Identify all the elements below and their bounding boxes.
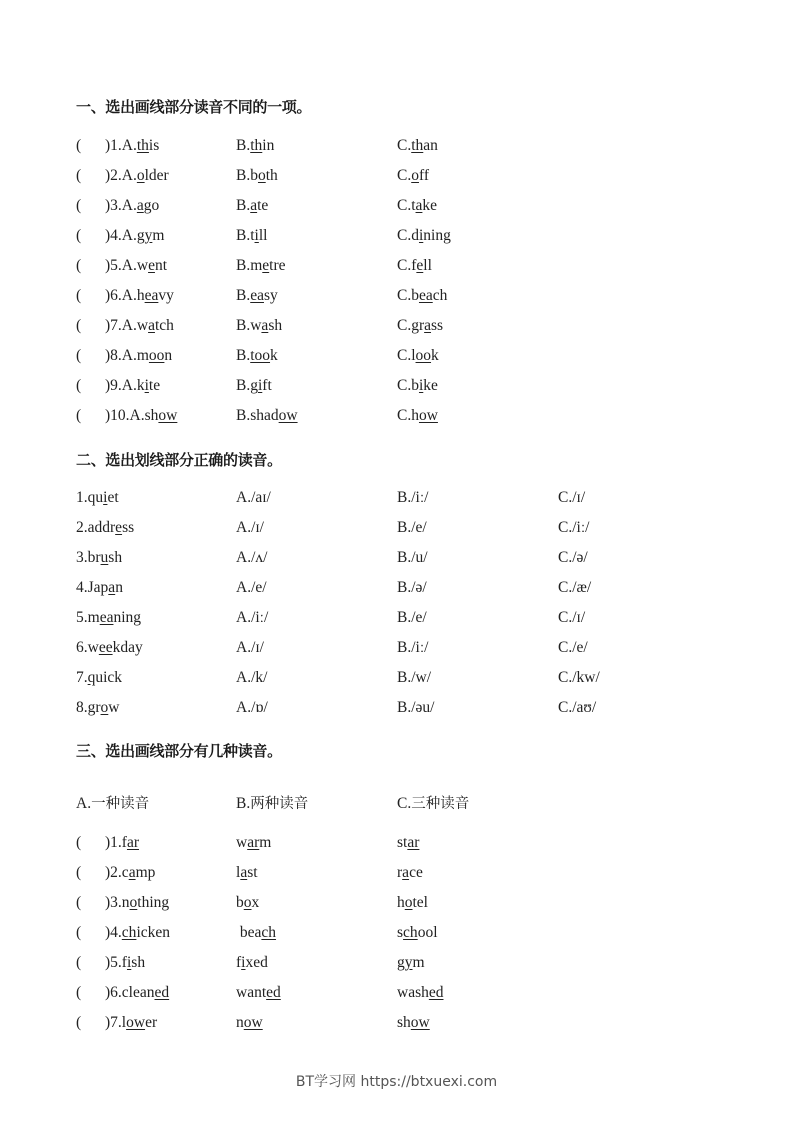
question-word bbox=[76, 669, 122, 687]
word-part: ft bbox=[262, 377, 272, 394]
word-part: m bbox=[152, 227, 165, 244]
word-part: c bbox=[121, 864, 129, 881]
option-b: B./əu/ bbox=[397, 699, 435, 716]
question-number: )7. bbox=[105, 1014, 122, 1031]
word-part: f bbox=[236, 954, 242, 971]
underlined-part: i bbox=[126, 954, 132, 971]
word-part: sh bbox=[268, 317, 283, 334]
underlined-part: q bbox=[87, 669, 96, 686]
word-part: 8.gr bbox=[76, 699, 101, 716]
question-number: )6.A. bbox=[105, 287, 137, 304]
option-b: B./e/ bbox=[397, 609, 427, 626]
word-part: 7. bbox=[76, 669, 88, 686]
underlined-part: a bbox=[148, 317, 155, 334]
underlined-part: ow bbox=[410, 1014, 430, 1031]
underlined-part: o bbox=[129, 894, 138, 911]
word-part: n bbox=[115, 579, 123, 596]
option-c: C./ɪ/ bbox=[558, 489, 586, 506]
option-c: C.三种读音 bbox=[397, 795, 470, 812]
word-1 bbox=[105, 984, 169, 1002]
underlined-part: a bbox=[261, 317, 269, 334]
underlined-part: too bbox=[250, 347, 271, 364]
option-a: A./iː/ bbox=[236, 609, 269, 626]
underlined-part: e bbox=[416, 257, 424, 274]
underlined-part: a bbox=[128, 864, 136, 881]
word-part: is bbox=[148, 137, 160, 154]
underlined-part: ch bbox=[403, 924, 418, 941]
word-part: B.shad bbox=[236, 407, 279, 424]
word-part: C.t bbox=[397, 197, 416, 214]
word-part: C.l bbox=[397, 347, 416, 364]
underlined-part: o bbox=[100, 699, 109, 716]
word-part: m bbox=[136, 347, 149, 364]
option-a: A./ɪ/ bbox=[236, 639, 264, 656]
option-a bbox=[105, 167, 169, 185]
question-number: )3. bbox=[105, 894, 122, 911]
answer-paren: ( bbox=[76, 377, 82, 394]
underlined-part: e bbox=[115, 519, 123, 536]
underlined-part: a bbox=[240, 864, 248, 881]
option-c bbox=[397, 257, 432, 275]
word-part: xed bbox=[245, 954, 268, 971]
word-part: l bbox=[236, 864, 241, 881]
option-a: A./aɪ/ bbox=[236, 489, 271, 506]
word-part: kday bbox=[112, 639, 143, 656]
answer-paren: ( bbox=[76, 197, 82, 214]
word-part: w bbox=[236, 834, 248, 851]
word-part: thing bbox=[137, 894, 170, 911]
option-c: C./æ/ bbox=[558, 579, 592, 596]
word-1 bbox=[105, 834, 139, 852]
underlined-part: gy bbox=[397, 954, 413, 971]
word-part: icken bbox=[136, 924, 171, 941]
underlined-part: oo bbox=[148, 347, 165, 364]
answer-paren: ( bbox=[76, 894, 82, 911]
option-a bbox=[105, 377, 160, 395]
word-part: sh bbox=[397, 1014, 411, 1031]
word-part: C.gr bbox=[397, 317, 425, 334]
option-a bbox=[105, 317, 174, 335]
word-part: st bbox=[247, 864, 258, 881]
answer-paren: ( bbox=[76, 984, 82, 1001]
word-1 bbox=[105, 924, 170, 942]
word-part: th bbox=[265, 167, 278, 184]
underlined-part: i bbox=[418, 377, 424, 394]
word-part: w bbox=[136, 257, 149, 274]
underlined-part: i bbox=[257, 377, 263, 394]
answer-paren: ( bbox=[76, 924, 82, 941]
option-b: B.两种读音 bbox=[236, 795, 309, 812]
question-number: )5. bbox=[105, 954, 122, 971]
underlined-part: a bbox=[424, 317, 432, 334]
word-2 bbox=[236, 954, 268, 972]
word-1 bbox=[105, 1014, 157, 1032]
word-part: 6.w bbox=[76, 639, 99, 656]
option-b bbox=[236, 167, 278, 185]
option-a: A./ʌ/ bbox=[236, 549, 268, 566]
word-2 bbox=[236, 864, 258, 882]
answer-paren: ( bbox=[76, 227, 82, 244]
word-part: in bbox=[262, 137, 275, 154]
word-part: ff bbox=[418, 167, 430, 184]
word-2 bbox=[236, 1014, 263, 1032]
option-b bbox=[236, 227, 267, 245]
option-c: C./ə/ bbox=[558, 549, 588, 566]
word-part: k bbox=[136, 377, 145, 394]
answer-paren: ( bbox=[76, 407, 82, 424]
underlined-part: o bbox=[411, 167, 419, 184]
word-part: l bbox=[121, 1014, 127, 1031]
word-part: 5.m bbox=[76, 609, 100, 626]
underlined-part: ar bbox=[407, 834, 420, 851]
underlined-part: i bbox=[254, 227, 259, 244]
word-part: 1.qu bbox=[76, 489, 104, 506]
word-part: 2.addr bbox=[76, 519, 116, 536]
option-b bbox=[236, 257, 286, 275]
option-a bbox=[105, 407, 177, 425]
question-number: )2. bbox=[105, 864, 122, 881]
option-b bbox=[236, 137, 274, 155]
word-part: B.t bbox=[236, 227, 255, 244]
word-3 bbox=[397, 984, 444, 1002]
underlined-part: o bbox=[243, 894, 252, 911]
word-part: tel bbox=[412, 894, 428, 911]
word-1 bbox=[105, 864, 155, 882]
underlined-part: u bbox=[100, 549, 109, 566]
question-number: )3.A. bbox=[105, 197, 137, 214]
word-3 bbox=[397, 834, 419, 852]
section3-title: 三、选出画线部分有几种读音。 bbox=[76, 742, 282, 760]
word-part: h bbox=[397, 894, 405, 911]
underlined-part: a bbox=[136, 197, 144, 214]
word-part: go bbox=[143, 197, 160, 214]
option-c bbox=[397, 317, 443, 335]
question-word bbox=[76, 639, 143, 657]
word-part: C.b bbox=[397, 287, 419, 304]
section2-title: 二、选出划线部分正确的读音。 bbox=[76, 451, 282, 469]
question-word bbox=[76, 519, 134, 537]
option-c bbox=[397, 227, 451, 245]
underlined-part: ow bbox=[243, 1014, 263, 1031]
option-a: A./e/ bbox=[236, 579, 267, 596]
question-word bbox=[76, 549, 122, 567]
option-b bbox=[236, 317, 282, 335]
question-number: )4.A. bbox=[105, 227, 137, 244]
word-part: ll bbox=[258, 227, 268, 244]
question-word bbox=[76, 609, 141, 627]
word-1 bbox=[105, 954, 145, 972]
answer-paren: ( bbox=[76, 167, 82, 184]
word-part: wash bbox=[397, 984, 429, 1001]
word-part: ch bbox=[432, 287, 448, 304]
underlined-part: i bbox=[103, 489, 108, 506]
option-a: A.一种读音 bbox=[76, 795, 150, 812]
option-b: B./iː/ bbox=[397, 489, 429, 506]
word-part: tch bbox=[154, 317, 174, 334]
word-part: w bbox=[108, 699, 120, 716]
underlined-part: ow bbox=[278, 407, 298, 424]
word-part: ke bbox=[423, 377, 438, 394]
word-part: n bbox=[236, 1014, 244, 1031]
word-part: h bbox=[136, 287, 145, 304]
word-part: f bbox=[121, 954, 127, 971]
underlined-part: a bbox=[250, 197, 258, 214]
underlined-part: o bbox=[257, 167, 266, 184]
word-3 bbox=[397, 924, 438, 942]
word-part: n bbox=[164, 347, 173, 364]
answer-paren: ( bbox=[76, 1014, 82, 1031]
option-c bbox=[397, 287, 447, 305]
word-part: uick bbox=[95, 669, 123, 686]
word-part: k bbox=[431, 347, 439, 364]
option-b bbox=[236, 287, 278, 305]
word-part: 4.Jap bbox=[76, 579, 109, 596]
answer-paren: ( bbox=[76, 257, 82, 274]
underlined-part: ee bbox=[98, 639, 113, 656]
option-c bbox=[397, 377, 438, 395]
underlined-part: ed bbox=[154, 984, 170, 1001]
underlined-part: th bbox=[250, 137, 263, 154]
underlined-part: i bbox=[144, 377, 149, 394]
underlined-part: ow bbox=[418, 407, 438, 424]
question-word bbox=[76, 489, 119, 507]
option-a: A./ɒ/ bbox=[236, 699, 268, 716]
option-c bbox=[397, 137, 438, 155]
underlined-part: ch bbox=[121, 924, 137, 941]
section1-title: 一、选出画线部分读音不同的一项。 bbox=[76, 98, 312, 116]
question-number: )1. bbox=[105, 834, 122, 851]
word-part: B.w bbox=[236, 317, 262, 334]
underlined-part: ow bbox=[126, 1014, 146, 1031]
underlined-part: th bbox=[136, 137, 149, 154]
option-b bbox=[236, 407, 298, 425]
answer-paren: ( bbox=[76, 317, 82, 334]
option-b bbox=[236, 377, 272, 395]
question-number: )9.A. bbox=[105, 377, 137, 394]
word-part: B.b bbox=[236, 167, 258, 184]
option-c: C./iː/ bbox=[558, 519, 590, 536]
underlined-part: a bbox=[415, 197, 423, 214]
word-part: lder bbox=[144, 167, 169, 184]
word-part: f bbox=[121, 834, 127, 851]
word-part: clean bbox=[121, 984, 155, 1001]
word-part: te bbox=[257, 197, 269, 214]
option-b: B./w/ bbox=[397, 669, 432, 686]
underlined-part: oo bbox=[415, 347, 432, 364]
word-part: B. bbox=[236, 287, 251, 304]
word-part: bea bbox=[236, 924, 262, 941]
word-part: want bbox=[236, 984, 267, 1001]
word-part: ss bbox=[431, 317, 444, 334]
question-word bbox=[76, 699, 120, 717]
option-c: C./kw/ bbox=[558, 669, 600, 686]
word-part: vy bbox=[158, 287, 174, 304]
option-a bbox=[105, 257, 167, 275]
word-part: tre bbox=[269, 257, 286, 274]
word-part: B.g bbox=[236, 377, 258, 394]
underlined-part: ed bbox=[428, 984, 444, 1001]
word-3 bbox=[397, 894, 428, 912]
word-part: st bbox=[397, 834, 408, 851]
option-b: B./u/ bbox=[397, 549, 428, 566]
word-part: w bbox=[136, 317, 149, 334]
word-part: sh bbox=[131, 954, 146, 971]
underlined-part: e bbox=[262, 257, 270, 274]
underlined-part: ar bbox=[247, 834, 260, 851]
question-number: )4. bbox=[105, 924, 122, 941]
option-b: B./iː/ bbox=[397, 639, 429, 656]
word-part: b bbox=[236, 894, 244, 911]
word-part: et bbox=[107, 489, 119, 506]
word-part: x bbox=[251, 894, 260, 911]
word-part: ool bbox=[417, 924, 438, 941]
question-number: )6. bbox=[105, 984, 122, 1001]
word-part: m bbox=[259, 834, 272, 851]
word-part: te bbox=[148, 377, 161, 394]
underlined-part: ow bbox=[158, 407, 178, 424]
word-2 bbox=[236, 924, 276, 942]
option-c: C./ɪ/ bbox=[558, 609, 586, 626]
option-b: B./e/ bbox=[397, 519, 427, 536]
word-part: B. bbox=[236, 137, 251, 154]
word-2 bbox=[236, 984, 281, 1002]
word-part: mp bbox=[135, 864, 156, 881]
word-part: C. bbox=[397, 137, 412, 154]
answer-paren: ( bbox=[76, 834, 82, 851]
underlined-part: a bbox=[402, 864, 410, 881]
word-part: an bbox=[423, 137, 438, 154]
option-b bbox=[236, 347, 278, 365]
underlined-part: ed bbox=[266, 984, 281, 1001]
underlined-part: ar bbox=[126, 834, 140, 851]
option-c bbox=[397, 407, 438, 425]
underlined-part: o bbox=[136, 167, 145, 184]
word-part: nt bbox=[154, 257, 168, 274]
underlined-part: e bbox=[148, 257, 155, 274]
option-c: C./aʊ/ bbox=[558, 699, 597, 716]
underlined-part: a bbox=[108, 579, 116, 596]
word-3 bbox=[397, 1014, 430, 1032]
word-part: B.m bbox=[236, 257, 263, 274]
word-part: C.d bbox=[397, 227, 419, 244]
word-part: C.f bbox=[397, 257, 417, 274]
underlined-part: ea bbox=[250, 287, 264, 304]
underlined-part: ea bbox=[144, 287, 159, 304]
word-part: ning bbox=[113, 609, 142, 626]
word-part: n bbox=[121, 894, 130, 911]
option-a bbox=[105, 137, 159, 155]
word-part: 3.br bbox=[76, 549, 101, 566]
question-number: )1.A. bbox=[105, 137, 137, 154]
footer-text: BT学习网 https://btxuexi.com bbox=[295, 1074, 498, 1090]
underlined-part: i bbox=[418, 227, 424, 244]
word-part: C.h bbox=[397, 407, 419, 424]
underlined-part: ea bbox=[418, 287, 433, 304]
underlined-part: ch bbox=[261, 924, 277, 941]
word-part: C.b bbox=[397, 377, 419, 394]
word-part: ning bbox=[423, 227, 451, 244]
word-part: r bbox=[397, 864, 403, 881]
word-part: ss bbox=[122, 519, 135, 536]
underlined-part: i bbox=[241, 954, 246, 971]
answer-paren: ( bbox=[76, 954, 82, 971]
option-c bbox=[397, 167, 429, 185]
option-b bbox=[236, 197, 268, 215]
underlined-part: ea bbox=[99, 609, 114, 626]
word-part: sh bbox=[108, 549, 123, 566]
option-a: A./k/ bbox=[236, 669, 268, 686]
word-part: ll bbox=[423, 257, 432, 274]
word-part: ce bbox=[409, 864, 423, 881]
word-3 bbox=[397, 864, 423, 882]
word-part: sh bbox=[144, 407, 159, 424]
underlined-part: th bbox=[411, 137, 424, 154]
word-3 bbox=[397, 954, 425, 972]
question-number: )10.A. bbox=[105, 407, 145, 424]
option-c bbox=[397, 197, 437, 215]
word-part: B. bbox=[236, 347, 251, 364]
word-2 bbox=[236, 834, 271, 852]
question-number: )7.A. bbox=[105, 317, 137, 334]
option-c bbox=[397, 347, 439, 365]
option-c: C./e/ bbox=[558, 639, 588, 656]
option-a bbox=[105, 227, 164, 245]
question-number: )5.A. bbox=[105, 257, 137, 274]
word-part: m bbox=[412, 954, 425, 971]
word-part: k bbox=[270, 347, 278, 364]
answer-paren: ( bbox=[76, 287, 82, 304]
word-part: ke bbox=[422, 197, 438, 214]
underlined-part: y bbox=[144, 227, 153, 244]
answer-paren: ( bbox=[76, 864, 82, 881]
word-part: sy bbox=[263, 287, 278, 304]
option-a bbox=[105, 347, 172, 365]
answer-paren: ( bbox=[76, 137, 82, 154]
word-part: g bbox=[136, 227, 145, 244]
word-part: s bbox=[397, 924, 404, 941]
answer-paren: ( bbox=[76, 347, 82, 364]
word-part: er bbox=[145, 1014, 158, 1031]
option-b: B./ə/ bbox=[397, 579, 427, 596]
word-2 bbox=[236, 894, 259, 912]
option-a bbox=[105, 197, 159, 215]
word-part: B. bbox=[236, 197, 251, 214]
word-part: C. bbox=[397, 167, 412, 184]
word-1 bbox=[105, 894, 169, 912]
question-number: )8.A. bbox=[105, 347, 137, 364]
option-a: A./ɪ/ bbox=[236, 519, 264, 536]
underlined-part: o bbox=[404, 894, 413, 911]
question-number: )2.A. bbox=[105, 167, 137, 184]
option-a bbox=[105, 287, 174, 305]
question-word bbox=[76, 579, 123, 597]
